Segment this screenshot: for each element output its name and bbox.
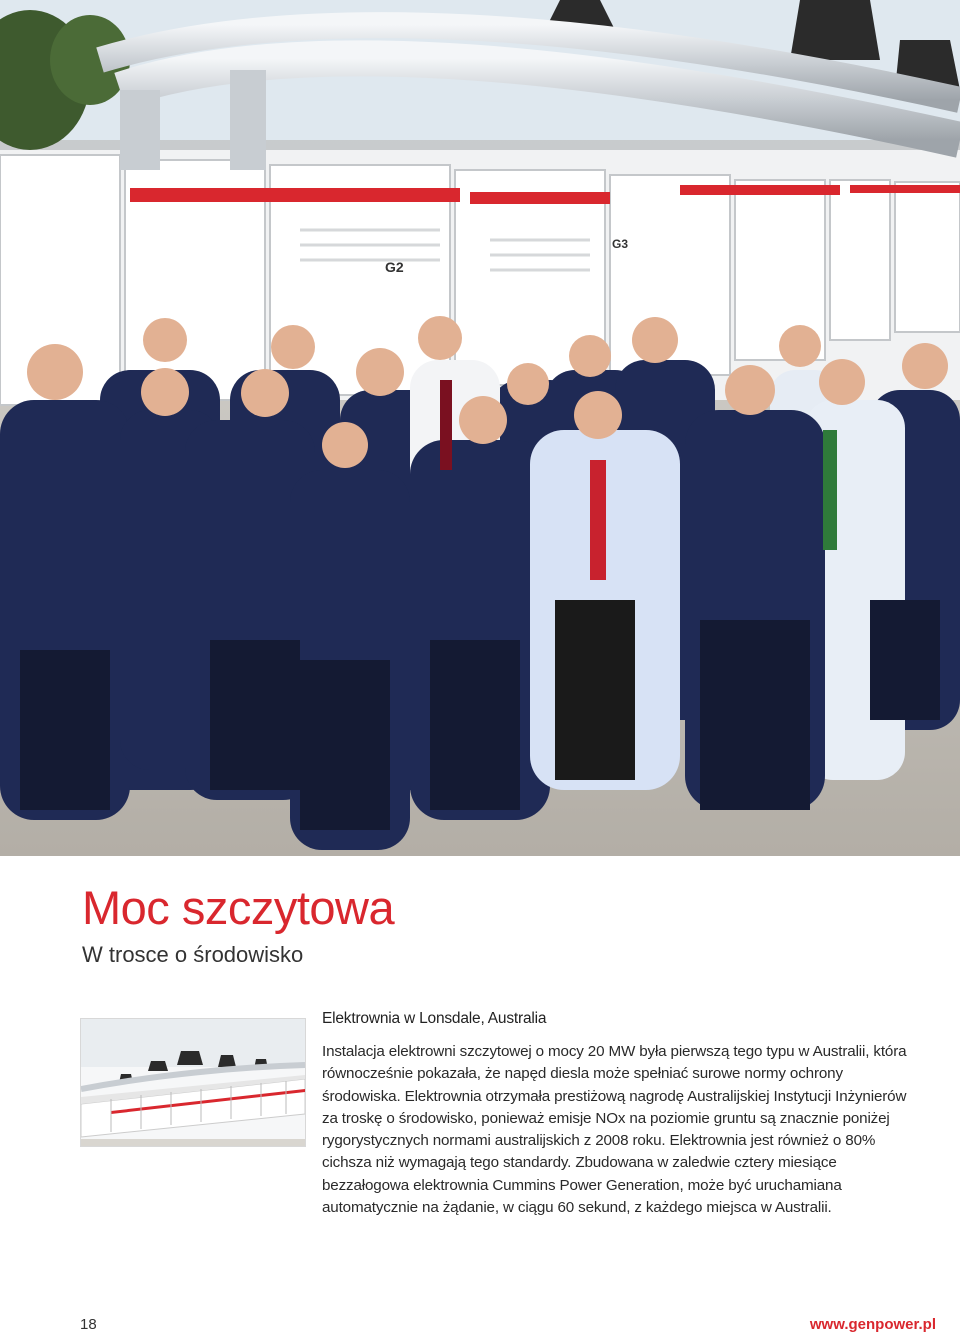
- page-number: 18: [80, 1316, 97, 1333]
- page-title: Moc szczytowa: [82, 881, 395, 934]
- page-subtitle: W trosce o środowisko: [82, 942, 304, 967]
- website-link[interactable]: www.genpower.pl: [809, 1316, 936, 1333]
- team-group: [0, 316, 960, 850]
- power-plant-illustration: [81, 1019, 305, 1146]
- section-heading: Elektrownia w Lonsdale, Australia: [322, 1010, 547, 1027]
- unit-label-g3: G3: [612, 237, 629, 251]
- unit-label-g2: G2: [385, 259, 404, 275]
- power-plant-thumbnail: [80, 1018, 306, 1147]
- article-body: Instalacja elektrowni szczytowej o mocy 20 MW była pierwszą tego typu w Australii, która równocześnie pokazała, że napęd diesla może spełniać surowe normy ochrony środowiska. Elektrownia otrzymała prestiżową nagrodę Australijskiej Instytucji Inżynierów za troskę o środowisko, ponieważ emisje NOx na poziomie gruntu są znacznie poniżej rygorystycznych normami australijskich z 2008 roku. Elektrownia jest również o 80% cichsza niż wymagają tego standardy. Zbudowana w zaledwie cztery miesiące bezzałogowa elektrownia Cummins Power Generation, może być uruchamiana automatycznie na żądanie, w ciągu 60 sekund, z każdego miejsca w Australii.: [322, 1043, 907, 1217]
